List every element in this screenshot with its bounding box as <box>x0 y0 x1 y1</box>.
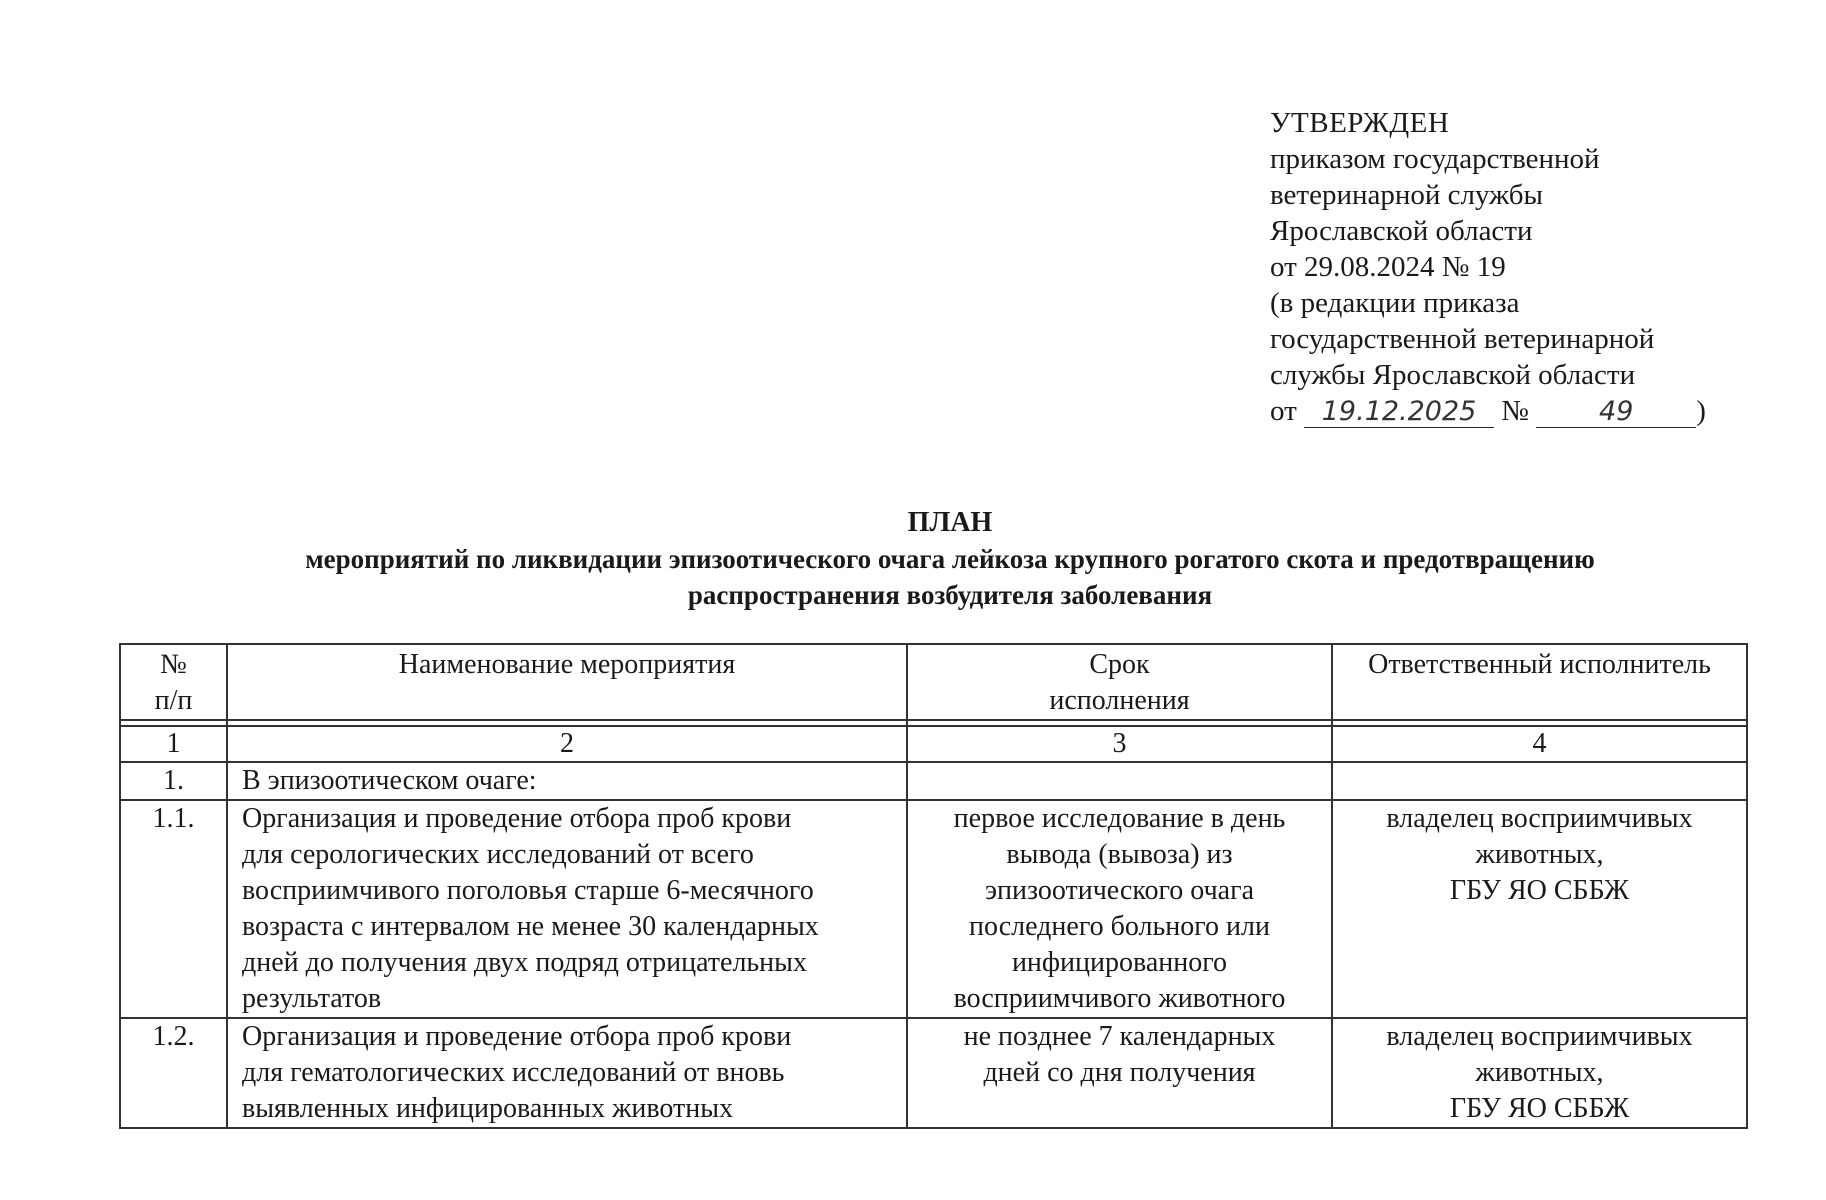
activity-line: Организация и проведение отбора проб крови <box>242 803 792 834</box>
column-number: 2 <box>227 726 907 762</box>
deadline-line: дней со дня получения <box>983 1057 1256 1088</box>
header-text: Ответственный исполнитель <box>1368 649 1711 680</box>
approval-line: государственной ветеринарной <box>1270 323 1655 355</box>
approval-revision-line <box>1270 393 1790 429</box>
row-activity: В эпизоотическом очаге: <box>227 762 907 800</box>
deadline-line: восприимчивого животного <box>953 983 1286 1014</box>
row-responsible <box>1332 1018 1747 1128</box>
plan-table <box>119 643 1748 1129</box>
plan-heading: ПЛАН <box>907 507 993 538</box>
approval-block <box>1270 105 1790 429</box>
activity-line: выявленных инфицированных животных <box>242 1093 734 1124</box>
close-paren: ) <box>1696 395 1706 427</box>
approval-line: приказом государственной <box>1270 143 1600 175</box>
header-activity <box>227 644 907 720</box>
activity-line: для гематологических исследований от вновь <box>242 1057 785 1088</box>
table-row <box>120 1018 1747 1128</box>
deadline-line: вывода (вывоза) из <box>1006 839 1233 870</box>
activity-line: восприимчивого поголовья старше 6-месячного <box>242 875 814 906</box>
column-number: 3 <box>907 726 1332 762</box>
deadline-line: первое исследование в день <box>953 803 1286 834</box>
handwritten-number: 49 <box>1536 397 1696 428</box>
plan-subtitle-line: распространения возбудителя заболевания <box>687 580 1213 610</box>
header-responsible <box>1332 644 1747 720</box>
responsible-line: ГБУ ЯО СББЖ <box>1449 875 1630 906</box>
header-text: Срок <box>1089 649 1150 680</box>
number-sign: № <box>1501 395 1529 427</box>
row-number: 1. <box>120 762 227 800</box>
row-deadline <box>907 800 1332 1018</box>
deadline-line: инфицированного <box>1011 947 1228 978</box>
approval-heading: УТВЕРЖДЕН <box>1270 107 1450 139</box>
row-deadline <box>907 1018 1332 1128</box>
from-prefix: от <box>1270 395 1297 427</box>
header-deadline <box>907 644 1332 720</box>
row-activity <box>227 800 907 1018</box>
column-number-row <box>120 726 1747 762</box>
responsible-line: животных, <box>1475 1057 1604 1088</box>
table-row <box>120 762 1747 800</box>
table-row <box>120 800 1747 1018</box>
table-header-row <box>120 644 1747 720</box>
column-number: 4 <box>1332 726 1747 762</box>
row-number: 1.1. <box>120 800 227 1018</box>
header-text: п/п <box>154 685 193 716</box>
responsible-line: владелец восприимчивых <box>1386 1021 1693 1052</box>
approval-line: ветеринарной службы <box>1270 179 1543 211</box>
header-text: Наименование мероприятия <box>398 649 736 680</box>
activity-line: возраста с интервалом не менее 30 календарных <box>242 911 819 942</box>
approval-line: Ярославской области <box>1270 215 1533 247</box>
header-text: исполнения <box>1049 685 1190 716</box>
activity-line: дней до получения двух подряд отрицательных <box>242 947 807 978</box>
column-number: 1 <box>120 726 227 762</box>
responsible-line: ГБУ ЯО СББЖ <box>1449 1093 1630 1124</box>
approval-order-date: от 29.08.2024 № 19 <box>1270 251 1506 283</box>
approval-line: (в редакции приказа <box>1270 287 1520 319</box>
header-number <box>120 644 227 720</box>
row-deadline <box>907 762 1332 800</box>
document-title <box>120 505 1780 613</box>
activity-line: для серологических исследований от всего <box>242 839 754 870</box>
plan-subtitle-line: мероприятий по ликвидации эпизоотического очага лейкоза крупного рогатого скота и предотвращению <box>305 544 1595 574</box>
approval-line: службы Ярославской области <box>1270 359 1636 391</box>
row-number: 1.2. <box>120 1018 227 1128</box>
responsible-line: животных, <box>1475 839 1604 870</box>
row-responsible <box>1332 762 1747 800</box>
deadline-line: последнего больного или <box>969 911 1270 942</box>
row-responsible <box>1332 800 1747 1018</box>
header-text: № <box>160 649 187 680</box>
activity-line: результатов <box>242 983 382 1014</box>
handwritten-date: 19.12.2025 <box>1304 397 1494 428</box>
deadline-line: эпизоотического очага <box>984 875 1255 906</box>
row-activity <box>227 1018 907 1128</box>
activity-line: Организация и проведение отбора проб крови <box>242 1021 792 1052</box>
responsible-line: владелец восприимчивых <box>1386 803 1693 834</box>
deadline-line: не позднее 7 календарных <box>963 1021 1276 1052</box>
